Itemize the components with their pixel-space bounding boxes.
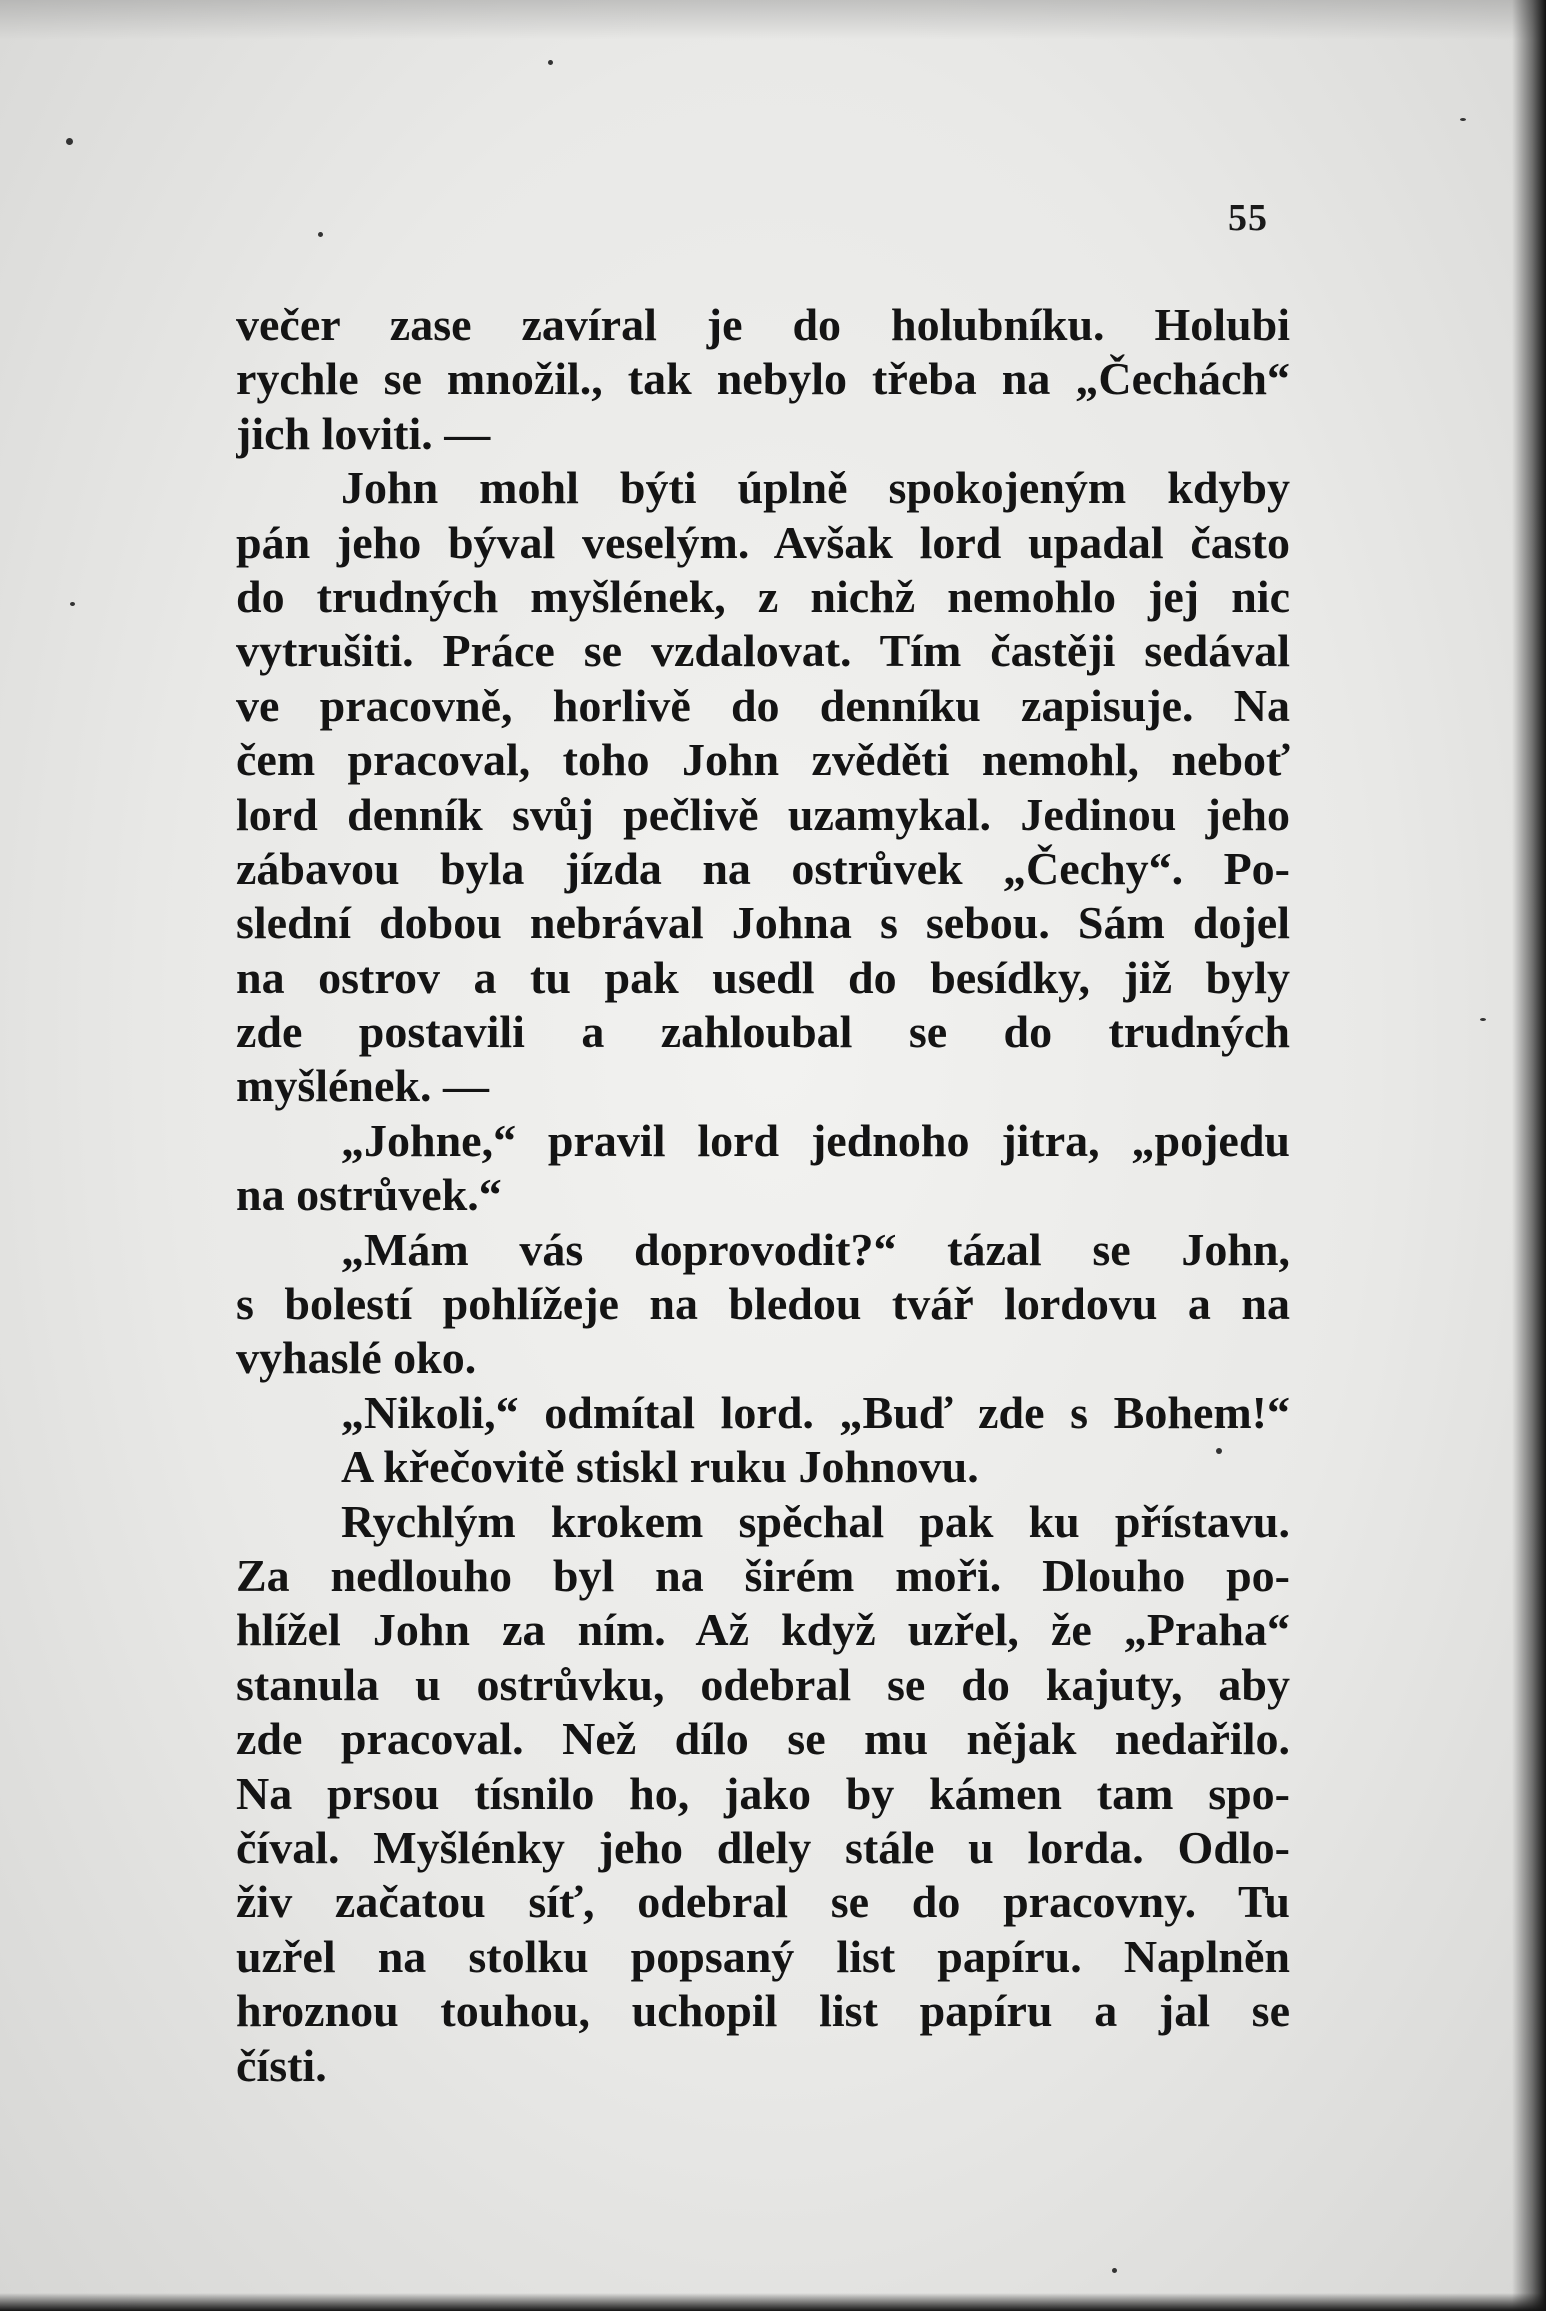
scan-bottom-edge	[0, 2293, 1546, 2311]
text-line: Rychlým krokem spěchal pak ku přístavu.	[341, 1495, 1290, 1547]
text-line: uzřel na stolku popsaný list papíru. Naplněn	[236, 1930, 1290, 1982]
scan-speck	[66, 138, 73, 145]
scan-speck	[1460, 118, 1466, 121]
text-line: pán jeho býval veselým. Avšak lord upadal často	[236, 516, 1290, 568]
scan-right-edge	[1512, 0, 1546, 2311]
text-line: s bolestí pohlížeje na bledou tvář lordovu a na	[236, 1278, 1290, 1330]
text-line: vytrušiti. Práce se vzdalovat. Tím častěji sedával	[236, 625, 1290, 677]
text-line: na ostrůvek.“	[236, 1169, 502, 1221]
text-line: stanula u ostrůvku, odebral se do kajuty, aby	[236, 1658, 1290, 1710]
text-line: na ostrov a tu pak usedl do besídky, již byly	[236, 951, 1290, 1003]
scan-speck	[318, 232, 323, 237]
text-line: číval. Myšlénky jeho dlely stále u lorda. Odlo-	[236, 1821, 1290, 1873]
text-line: „Johne,“ pravil lord jednoho jitra, „pojedu	[341, 1114, 1290, 1166]
text-line: jich loviti. —	[236, 407, 491, 459]
text-line: zábavou byla jízda na ostrůvek „Čechy“. Po-	[236, 842, 1290, 894]
scan-top-shadow	[0, 0, 1546, 40]
text-line: myšlének. —	[236, 1060, 489, 1112]
text-line: hroznou touhou, uchopil list papíru a jal se	[236, 1985, 1290, 2037]
body-text	[236, 298, 1290, 2093]
text-line: „Mám vás doprovodit?“ tázal se John,	[341, 1223, 1290, 1275]
text-line: čem pracoval, toho John zvěděti nemohl, neboť	[236, 734, 1290, 786]
text-line: zde postavili a zahloubal se do trudných	[236, 1006, 1290, 1058]
text-line: slední dobou nebrával Johna s sebou. Sám dojel	[236, 897, 1290, 949]
scan-speck	[548, 60, 553, 65]
text-line: John mohl býti úplně spokojeným kdyby	[341, 462, 1290, 514]
text-line: A křečovitě stiskl ruku Johnovu.	[341, 1441, 979, 1493]
text-line: zde pracoval. Než dílo se mu nějak nedařilo.	[236, 1713, 1290, 1765]
text-line: živ začatou síť, odebral se do pracovny. Tu	[236, 1876, 1290, 1928]
text-line: „Nikoli,“ odmítal lord. „Buď zde s Bohem!“	[341, 1386, 1290, 1438]
text-line: večer zase zavíral je do holubníku. Holubi	[236, 299, 1290, 350]
scan-speck	[1480, 1018, 1486, 1021]
text-line: do trudných myšlének, z nichž nemohlo jej nic	[236, 570, 1290, 622]
scan-speck	[1112, 2268, 1117, 2273]
text-line: lord denník svůj pečlivě uzamykal. Jedinou jeho	[236, 788, 1290, 840]
text-line: ve pracovně, horlivě do denníku zapisuje. Na	[236, 679, 1290, 731]
text-line: čísti.	[236, 2039, 327, 2091]
text-line: hlížel John za ním. Až když uzřel, že „Praha“	[236, 1604, 1290, 1656]
text-line: Za nedlouho byl na širém moři. Dlouho po-	[236, 1549, 1290, 1601]
page-number: 55	[1228, 197, 1268, 239]
text-line: vyhaslé oko.	[236, 1332, 477, 1384]
scan-speck	[70, 602, 75, 606]
text-line: Na prsou tísnilo ho, jako by kámen tam spo-	[236, 1767, 1290, 1819]
text-line: rychle se množil., tak nebylo třeba na „Čechách“	[236, 353, 1290, 405]
